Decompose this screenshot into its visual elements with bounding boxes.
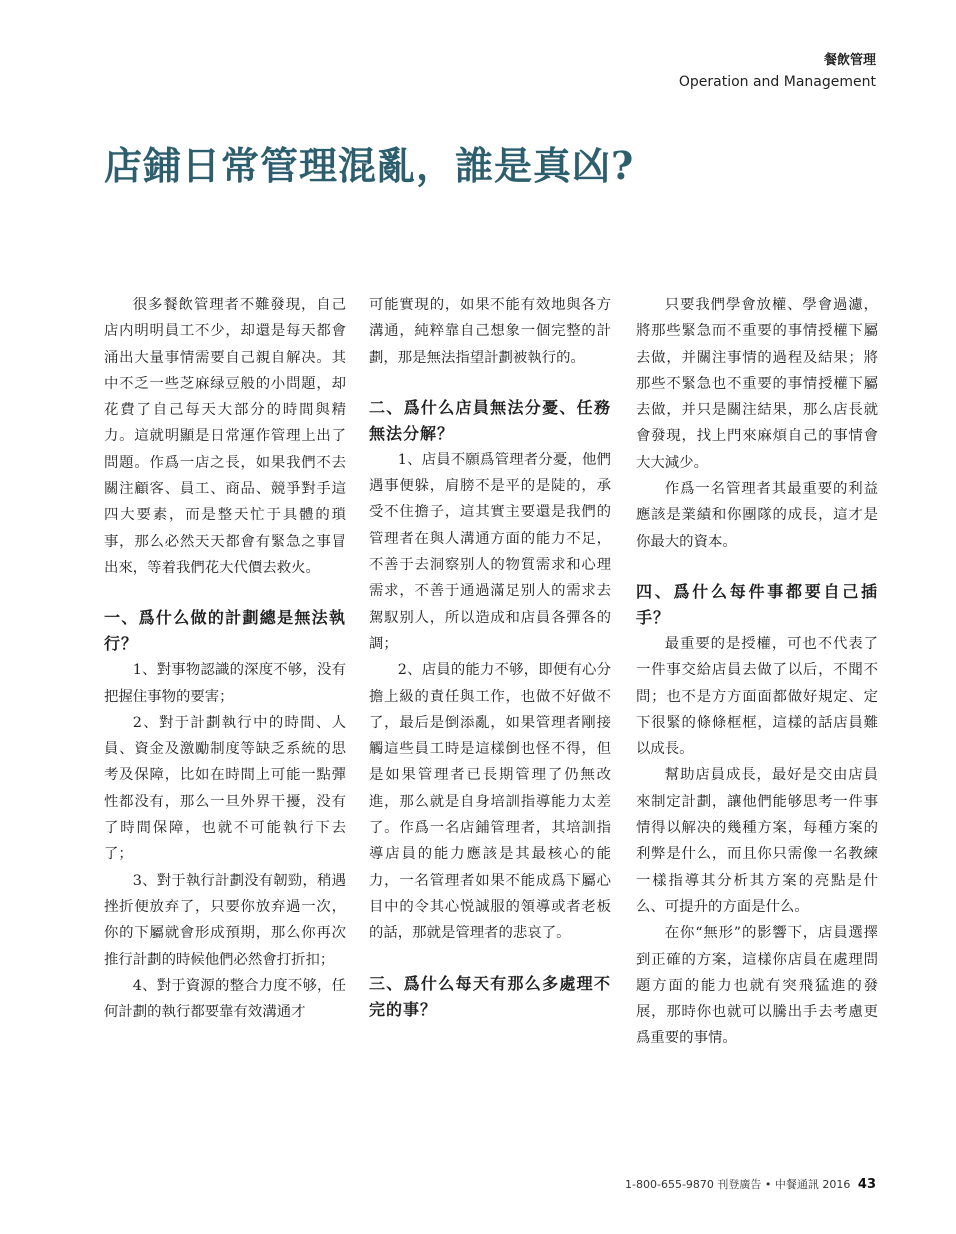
section-2-item-2: 2、店員的能力不够，即便有心分擔上級的責任與工作，也做不好做不了，最后是倒添亂，如果管理者剛接觸這些員工時是這樣倒也怪不得，但是如果管理者已長期管理了仍無改進，那么就是自身培訓指導能力太差了。作爲一名店鋪管理者，其培訓指導店員的能力應該是其最核心的能力，一名管理者如果不能成爲下屬心目中的令其心悦誠服的領導或者老板的話，那就是管理者的悲哀了。 <box>369 662 611 942</box>
section-2-item-1: 1、店員不願爲管理者分憂，他們遇事便躲，肩膀不是平的是陡的，承受不住擔子，這其實主要還是我們的管理者在與人溝通方面的能力不足，不善于去洞察别人的物質需求和心理需求，不善于通過滿足别人的需求去駕馭别人，所以造成和店員各彈各的調； <box>369 451 611 652</box>
section-4-paragraph-3: 在你“無形”的影響下，店員選擇到正確的方案，這樣你店員在處理問題方面的能力也就有突飛猛進的發展，那時你也就可以騰出手去考慮更爲重要的事情。 <box>636 925 878 1047</box>
section-2-heading: 二、爲什么店員無法分憂、任務無法分解？ <box>369 397 611 443</box>
section-name-english: Operation and Management <box>678 74 876 90</box>
column-2 <box>369 292 611 1023</box>
section-3-paragraph-1: 只要我們學會放權、學會過濾，將那些緊急而不重要的事情授權下屬去做，并關注事情的過程及結果；將那些不緊急也不重要的事情授權下屬去做，并只是關注結果，那么店長就會發現，找上門來麻煩自己的事情會大大減少。 <box>636 297 878 471</box>
page-number: 43 <box>857 1177 876 1192</box>
column-1 <box>104 292 346 1025</box>
section-1-item-4-continued: 可能實現的，如果不能有效地與各方溝通，純粹靠自己想象一個完整的計劃，那是無法指望計劃被執行的。 <box>369 297 611 366</box>
section-1-item-4: 4、對于資源的整合力度不够，任何計劃的執行都要靠有效溝通才 <box>104 977 346 1021</box>
intro-paragraph: 很多餐飲管理者不難發現，自己店内明明員工不少，却還是每天都會涌出大量事情需要自己親自解决。其中不乏一些芝麻绿豆般的小問題，却花費了自己每天大部分的時間與精力。這就明顯是日常運作管理上出了問題。作爲一店之長，如果我們不去關注顧客、員工、商品、競爭對手這四大要素，而是整天忙于具體的瑣事，那么必然天天都會有緊急之事冒出來，等着我們花大代價去救火。 <box>104 297 346 576</box>
column-3 <box>636 292 878 1052</box>
article-title: 店鋪日常管理混亂，誰是真凶? <box>104 143 635 188</box>
section-1-item-1: 1、對事物認識的深度不够，没有把握住事物的要害； <box>104 662 346 705</box>
section-3-paragraph-2: 作爲一名管理者其最重要的利益應該是業績和你團隊的成長，這才是你最大的資本。 <box>636 481 878 550</box>
section-4-heading: 四、爲什么每件事都要自己插手？ <box>636 581 878 627</box>
section-1-item-2: 2、對于計劃執行中的時間、人員、資金及激勵制度等缺乏系統的思考及保障，比如在時間上可能一點彈性都没有，那么一旦外界干擾，没有了時間保障，也就不可能執行下去了； <box>104 714 346 863</box>
footer-publication: 刊登廣告 • 中餐通訊 2016 <box>717 1178 851 1191</box>
section-4-paragraph-2: 幫助店員成長，最好是交由店員來制定計劃，讓他們能够思考一件事情得以解决的幾種方案，每種方案的利弊是什么，而且你只需像一名教練一樣指導其分析其方案的亮點是什么、可提升的方面是什么。 <box>636 767 878 915</box>
section-4-paragraph-1: 最重要的是授權，可也不代表了一件事交給店員去做了以后，不聞不問；也不是方方面面都做好規定、定下很緊的條條框框，這樣的話店員難以成長。 <box>636 635 878 758</box>
section-3-heading: 三、爲什么每天有那么多處理不完的事？ <box>369 973 611 1019</box>
footer-phone: 1-800-655-9870 <box>625 1178 714 1191</box>
section-name-chinese: 餐飲管理 <box>823 53 876 68</box>
page-footer <box>625 1176 876 1192</box>
section-1-heading: 一、爲什么做的計劃總是無法執行？ <box>104 608 346 654</box>
section-label <box>679 52 876 92</box>
section-1-item-3: 3、對于執行計劃没有韌勁，稍遇挫折便放弃了，只要你放弃過一次，你的下屬就會形成預期，那么你再次推行計劃的時候他們必然會打折扣； <box>104 872 346 968</box>
